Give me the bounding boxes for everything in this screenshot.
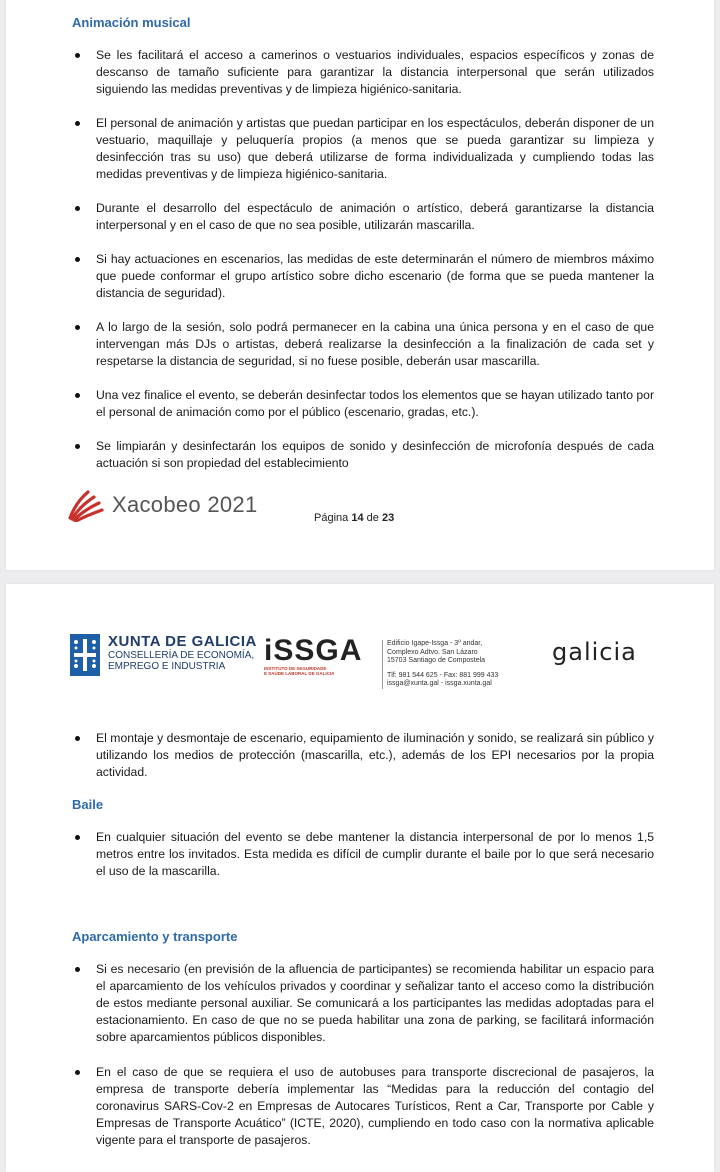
- list-item: Si hay actuaciones en escenarios, las medidas de este determinarán el número de miembros máximo que puede conformar el grupo artístico sobre dicho escenario (de forma que se pueda mantener la distancia de seguridad).: [72, 251, 654, 302]
- xunta-dept-line2: EMPREGO E INDUSTRIA: [108, 661, 226, 672]
- issga-logo: [264, 636, 362, 676]
- document-page-15: [6, 584, 714, 1172]
- list-item: El personal de animación y artistas que puedan participar en los espectáculos, deberán disponer de un vestuario, maquillaje y peluquería propios (a menos que se pueda garantizar su limpieza y desinfección tras su uso) que deberá utilizarse de forma individualizada y cumpliendo todas las medidas preventivas y de limpieza higiénico-sanitaria.: [72, 115, 654, 183]
- list-item: En cualquier situación del evento se debe mantener la distancia interpersonal de por lo menos 1,5 metros entre los invitados. Esta medida es difícil de cumplir durante el baile por lo que será necesario el uso de la mascarilla.: [72, 829, 654, 880]
- xunta-logo: [70, 634, 257, 676]
- xacobeo-logo: [66, 488, 258, 522]
- aparcamiento-bullet-list: [72, 961, 654, 1167]
- list-item: En el caso de que se requiera el uso de autobuses para transporte discrecional de pasajeros, la empresa de transporte debería implementar las “Medidas para la reducción del contagio del coronavirus SARS-Cov-2 en Empresas de Autocares Turísticos, Rent a Car, Transporte por Cable y Empresas de Transporte Acuático” (ICTE, 2020), cumpliendo en todo caso con la normativa aplicable vigente para el transporte de pasajeros.: [72, 1064, 654, 1149]
- xunta-text: [108, 634, 257, 676]
- list-item: Se limpiarán y desinfectarán los equipos de sonido y desinfección de microfonía después de cada actuación si son propiedad del establecimiento: [72, 438, 654, 472]
- list-item: Una vez finalice el evento, se deberán desinfectar todos los elementos que se hayan utilizado tanto por el personal de animación como por el público (escenario, gradas, etc.).: [72, 387, 654, 421]
- section-heading-aparcamiento: Aparcamiento y transporte: [72, 929, 238, 944]
- issga-sub-line2: E SAÚDE LABORAL DE GALICIA: [264, 671, 335, 676]
- section-heading-animacion: Animación musical: [72, 15, 191, 30]
- issga-address: Edificio Igape-Issga - 3º andar, Complexo Adtvo. San Lázaro 15703 Santiago de Compostela Tlf: 981 544 625 - Fax: 881 999 433 issga@xunta.gal - issga.xunta.gal: [382, 640, 498, 689]
- issga-logo-text: iSSGA: [264, 634, 363, 667]
- document-page-14: [6, 0, 714, 570]
- issga-sub-line1: INSTITUTO DE SEGURIDADE: [264, 666, 327, 671]
- xunta-name: XUNTA DE GALICIA: [108, 633, 257, 650]
- baile-bullet-list: [72, 829, 654, 898]
- page-number: Página 14 de 23: [314, 512, 395, 524]
- animacion-bullet-list: [72, 47, 654, 489]
- list-item: Se les facilitará el acceso a camerinos o vestuarios individuales, espacios específicos y zonas de descanso de tamaño suficiente para garantizar la distancia interpersonal que serán utilizados siguiendo las medidas preventivas y de limpieza higiénico-sanitaria.: [72, 47, 654, 98]
- list-item: El montaje y desmontaje de escenario, equipamiento de iluminación y sonido, se realizará sin público y utilizando los medios de protección (mascarilla, etc.), además de los EPI necesarios por la propia actividad.: [72, 730, 654, 781]
- galicia-logo: galicia: [552, 638, 637, 666]
- list-item: Si es necesario (en previsión de la afluencia de participantes) se recomienda habilitar un espacio para el aparcamiento de los vehículos privados y coordinar y señalizar tanto el acceso como la distribución de estos mediante personal auxiliar. Se comunicará a los participantes las medidas adoptadas para el estacionamiento. En caso de que no se pueda habilitar una zona de parking, se facilitará información sobre aparcamientos públicos disponibles.: [72, 961, 654, 1046]
- list-item: A lo largo de la sesión, solo podrá permanecer en la cabina una única persona y en el caso de que intervengan más DJs o artistas, deberá realizarse la desinfección a la finalización de cada set y respetarse la distancia de seguridad, si no fuese posible, deberán usar mascarilla.: [72, 319, 654, 370]
- xacobeo-shell-icon: [66, 488, 106, 522]
- xunta-emblem-icon: [70, 634, 100, 676]
- montaje-bullet-list: [72, 730, 654, 799]
- xacobeo-logo-text: Xacobeo 2021: [112, 492, 258, 517]
- list-item: Durante el desarrollo del espectáculo de animación o artístico, deberá garantizarse la distancia interpersonal y en el caso de que no sea posible, utilizarán mascarilla.: [72, 200, 654, 234]
- section-heading-baile: Baile: [72, 797, 104, 812]
- xunta-dept-line1: CONSELLERÍA DE ECONOMÍA,: [108, 650, 255, 661]
